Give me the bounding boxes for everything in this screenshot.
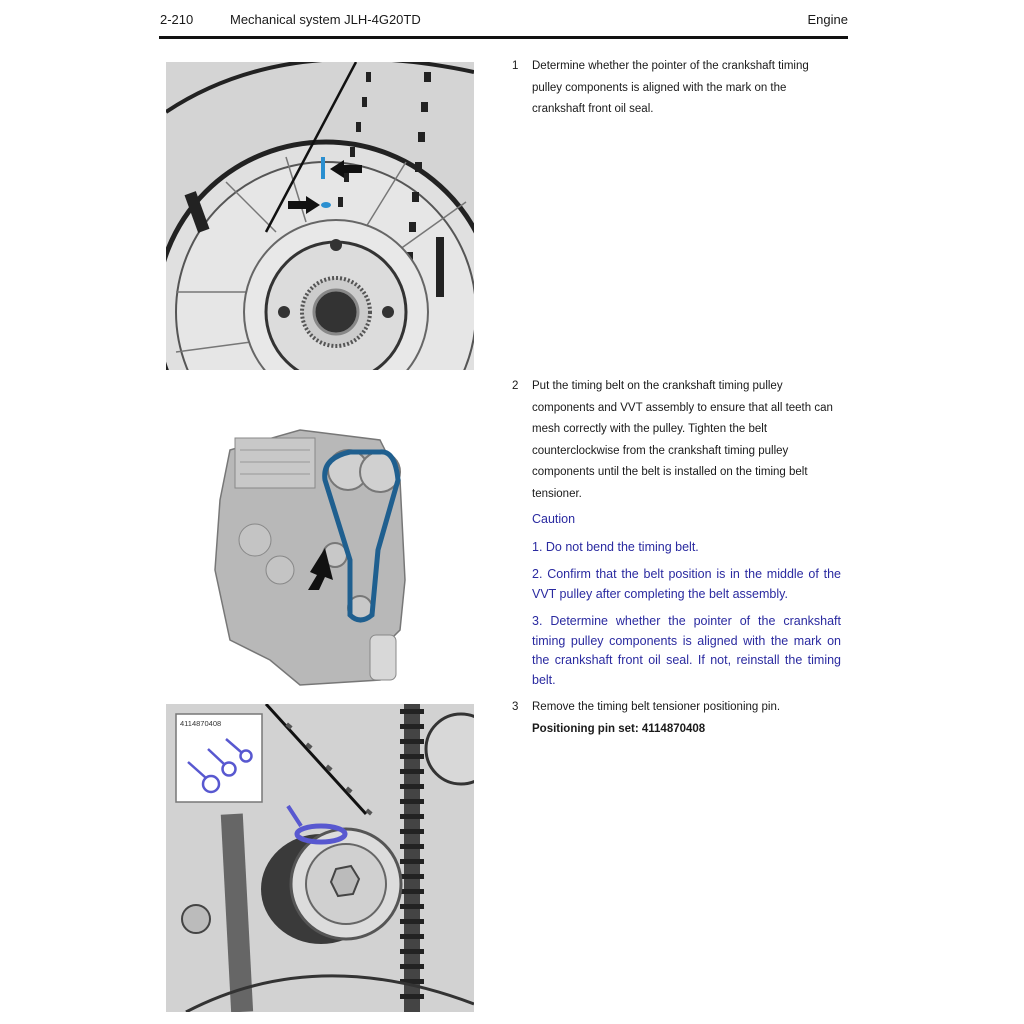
inset-label: 4114870408	[180, 719, 222, 728]
caution-block	[532, 510, 841, 690]
engine-illustration	[210, 420, 415, 688]
crankshaft-pulley-illustration	[166, 62, 474, 370]
step-1	[512, 56, 842, 121]
step-number: 1	[512, 60, 519, 72]
page-number: 2-210	[160, 12, 194, 27]
caution-item: 3. Determine whether the pointer of the crankshaft timing pulley components is aligned with the mark on the crankshaft front oil seal. If not, reinstall the timing belt.	[532, 614, 841, 687]
step-number: 2	[512, 380, 519, 392]
caution-item: 2. Confirm that the belt position is in the middle of the VVT pulley after completing the belt assembly.	[532, 567, 841, 601]
pulley-mark-blue	[321, 157, 325, 179]
caution-item: 1. Do not bend the timing belt.	[532, 539, 699, 554]
step-text: Determine whether the pointer of the crankshaft timing pulley components is aligned with the mark on the crankshaft front oil seal.	[532, 60, 809, 116]
tool-reference: Positioning pin set: 4114870408	[532, 722, 706, 735]
tensioner-illustration	[166, 704, 474, 1012]
figure-crankshaft-pulley	[166, 62, 474, 370]
step-3	[512, 697, 842, 740]
step-2	[512, 376, 842, 506]
oil-seal-mark-blue	[321, 202, 331, 208]
page-header	[160, 12, 848, 30]
caution-title: Caution	[532, 512, 576, 526]
figure-tensioner-pin	[166, 704, 474, 1012]
figure-engine-timing-belt	[210, 420, 415, 688]
step-number: 3	[512, 701, 519, 713]
step-text: Put the timing belt on the crankshaft timing pulley components and VVT assembly to ensure that all teeth can mesh correctly with the pulley. Tighten the belt counterclockwise from the crankshaft timing pulley components until the belt is installed on the timing belt tensioner.	[532, 380, 833, 500]
step-text: Remove the timing belt tensioner positioning pin.	[532, 701, 781, 713]
header-section: Engine	[807, 12, 848, 27]
header-rule	[159, 36, 848, 39]
header-title: Mechanical system JLH-4G20TD	[230, 12, 421, 27]
